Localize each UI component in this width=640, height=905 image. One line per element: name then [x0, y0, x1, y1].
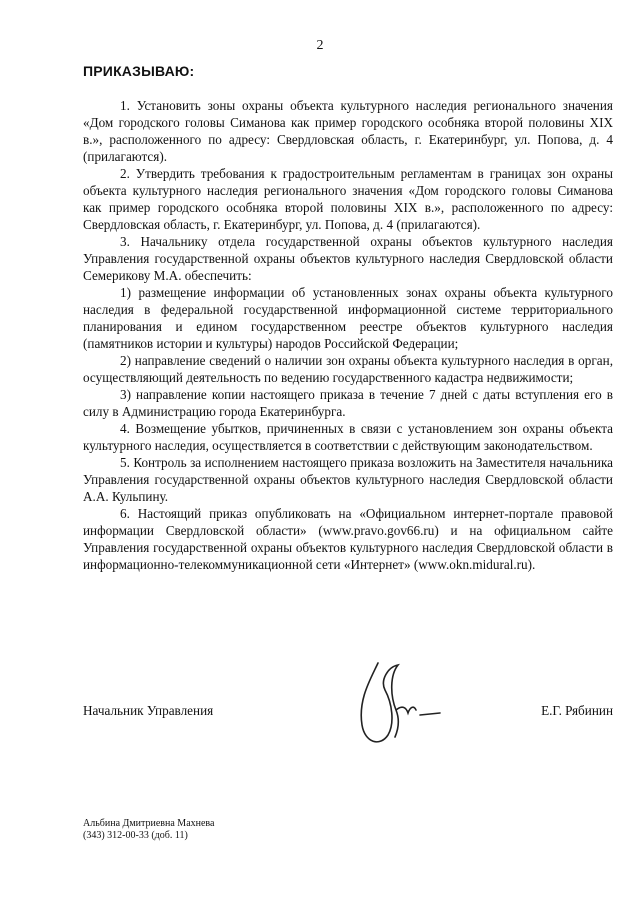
footer-contact	[83, 818, 214, 842]
paragraph-3-1: 1) размещение информации об установленных зонах охраны объекта культурного наследия в федеральной государственной информационной системе территориального планирования и едином государственном реестре объектов культурного наследия (памятников истории и культуры) народов Российской Федерации;	[83, 285, 613, 351]
signature-image	[340, 655, 450, 755]
heading: ПРИКАЗЫВАЮ:	[83, 63, 195, 79]
contact-name: Альбина Дмитриевна Махнева	[83, 818, 215, 829]
signatory-title: Начальник Управления	[83, 703, 214, 718]
paragraph-4: 4. Возмещение убытков, причиненных в связи с установлением зон охраны объекта культурного наследия, осуществляется в соответствии с действующим законодательством.	[83, 421, 613, 453]
paragraph-5: 5. Контроль за исполнением настоящего приказа возложить на Заместителя начальника Управления государственной охраны объектов культурного наследия Свердловской области А.А. Кульпину.	[83, 455, 613, 504]
page-number: 2	[316, 38, 324, 53]
paragraph-3-2: 2) направление сведений о наличии зон охраны объекта культурного наследия в орган, осуществляющий деятельность по ведению государственного кадастра недвижимости;	[83, 353, 613, 385]
paragraph-3-3: 3) направление копии настоящего приказа в течение 7 дней с даты вступления его в силу в Администрацию города Екатеринбурга.	[83, 387, 613, 419]
document-body	[83, 97, 613, 573]
paragraph-6: 6. Настоящий приказ опубликовать на «Официальном интернет-портале правовой информации Свердловской области» (www.pravo.gov66.ru) и на официальном сайте Управления государственной охраны объектов культурного наследия Свердловской области в информационно-телекоммуникационной сети «Интернет» (www.okn.midural.ru).	[83, 506, 613, 572]
signatory-name: Е.Г. Рябинин	[541, 703, 613, 718]
paragraph-1: 1. Установить зоны охраны объекта культурного наследия регионального значения «Дом городского головы Симанова как пример городского особняка второй половины XIX в.», расположенного по адресу: Свердловская область, г. Екатеринбург, ул. Попова, д. 4 (прилагаются).	[83, 98, 613, 164]
paragraph-2: 2. Утвердить требования к градостроительным регламентам в границах зон охраны объекта культурного наследия регионального значения «Дом городского головы Симанова как пример городского особняка второй половины XIX в.», расположенного по адресу: Свердловская область, г. Екатеринбург, ул. Попова, д. 4 (прилагаются).	[83, 166, 613, 232]
contact-phone: (343) 312-00-33 (доб. 11)	[83, 830, 188, 841]
paragraph-3: 3. Начальнику отдела государственной охраны объектов культурного наследия Управления государственной охраны объектов культурного наследия Свердловской области Семерикову М.А. обеспечить:	[83, 234, 613, 283]
